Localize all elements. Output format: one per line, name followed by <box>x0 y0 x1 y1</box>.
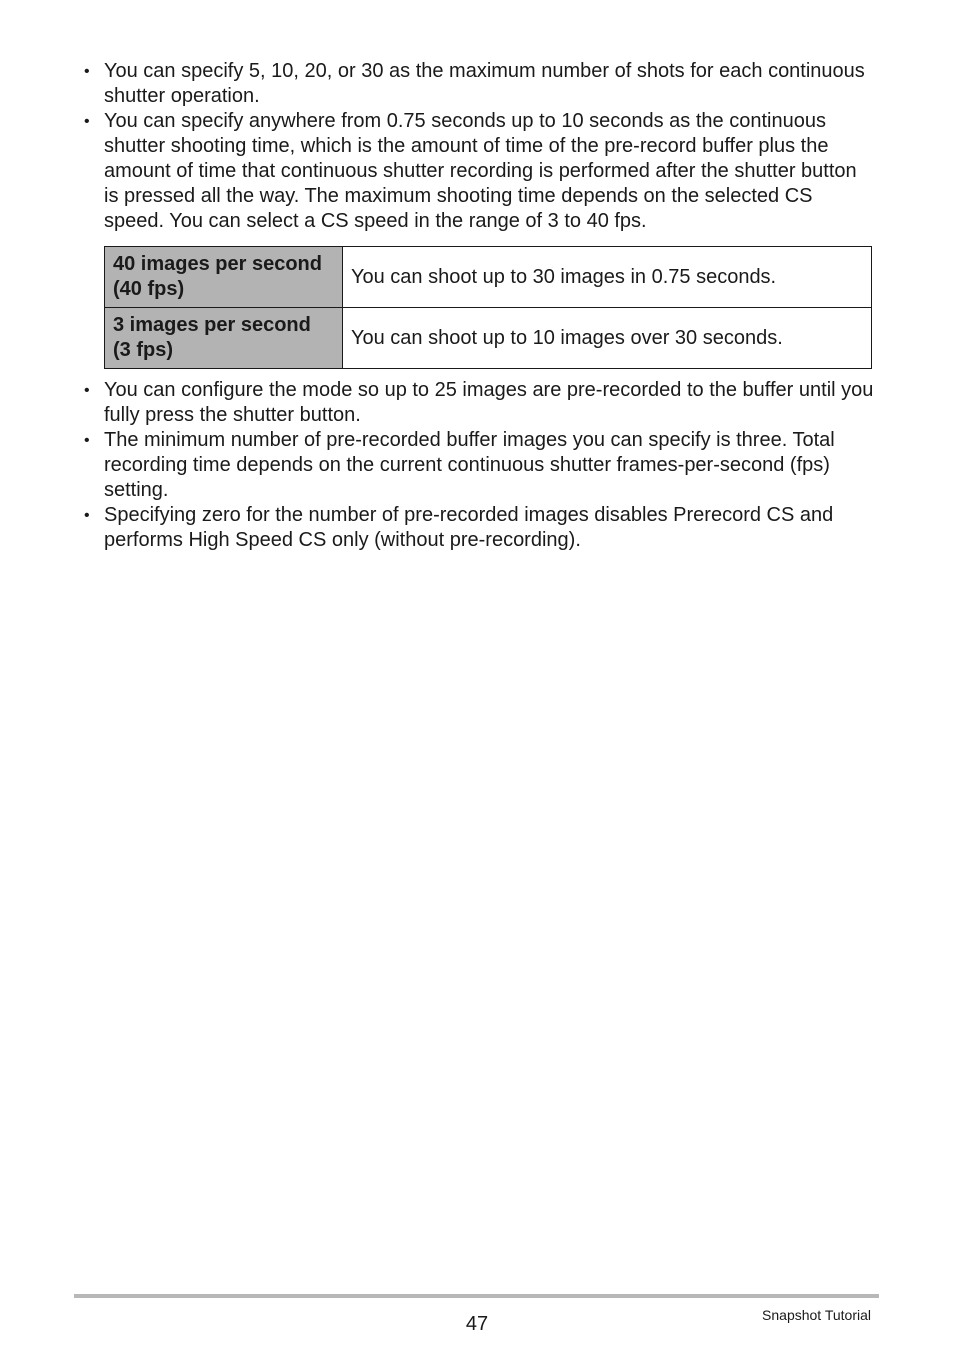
bullet-glyph: • <box>84 63 90 80</box>
speed-label-cell <box>105 308 343 369</box>
bullet-item <box>84 109 874 234</box>
speed-label-line2: (40 fps) <box>113 278 185 300</box>
page-number: 47 <box>465 1313 489 1335</box>
bullet-glyph: • <box>84 507 90 524</box>
speed-label-line1: 3 images per second <box>113 314 311 336</box>
bullet-text: The minimum number of pre-recorded buffer images you can specify is three. Total recording time depends on the current continuous shutter frames-per-second (fps) setting. <box>104 429 835 501</box>
speed-label-cell <box>105 247 343 308</box>
bullet-list-top <box>84 59 874 234</box>
speed-label-line2: (3 fps) <box>113 339 173 361</box>
bullet-text: You can specify anywhere from 0.75 seconds up to 10 seconds as the continuous shutter shooting time, which is the amount of time of the pre-record buffer plus the amount of time that continuous shutter recording is performed after the shutter button is pressed all the way. The maximum shooting time depends on the selected CS speed. You can select a CS speed in the range of 3 to 40 fps. <box>104 110 857 232</box>
bullet-item <box>84 378 874 428</box>
bullet-text: You can configure the mode so up to 25 images are pre-recorded to the buffer until you fully press the shutter button. <box>104 379 874 426</box>
bullet-text: You can specify 5, 10, 20, or 30 as the maximum number of shots for each continuous shutter operation. <box>104 60 865 107</box>
speed-description-cell: You can shoot up to 10 images over 30 seconds. <box>343 308 872 369</box>
bullet-glyph: • <box>84 113 90 130</box>
cs-speed-table <box>104 246 872 369</box>
speed-label-line1: 40 images per second <box>113 253 322 275</box>
section-name: Snapshot Tutorial <box>762 1307 871 1323</box>
speed-description-cell: You can shoot up to 30 images in 0.75 seconds. <box>343 247 872 308</box>
bullet-text: Specifying zero for the number of pre-recorded images disables Prerecord CS and performs High Speed CS only (without pre-recording). <box>104 504 834 551</box>
footer-divider <box>74 1294 879 1298</box>
bullet-glyph: • <box>84 382 90 399</box>
table-row <box>105 247 872 308</box>
bullet-list-bottom <box>84 378 874 553</box>
bullet-glyph: • <box>84 432 90 449</box>
bullet-item <box>84 428 874 503</box>
table-row <box>105 308 872 369</box>
bullet-item <box>84 503 874 553</box>
bullet-item <box>84 59 874 109</box>
